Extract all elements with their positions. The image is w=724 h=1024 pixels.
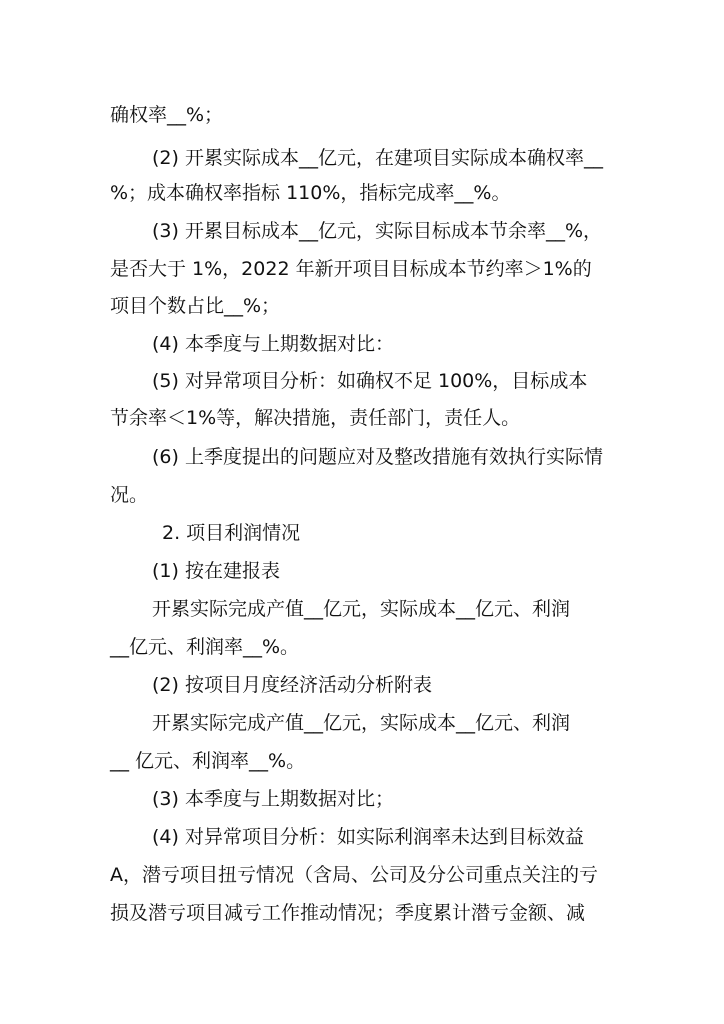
text-line: 损及潜亏项目减亏工作推动情况；季度累计潜亏金额、减 [110, 902, 586, 924]
text-line: (1) 按在建报表 [152, 560, 280, 582]
text-line: 节余率＜1%等，解决措施，责任部门，责任人。 [110, 407, 521, 429]
text-line: 是否大于 1%，2022 年新开项目目标成本节约率＞1%的 [110, 258, 592, 280]
text-line: (3) 开累目标成本__亿元，实际目标成本节余率__%， [152, 220, 603, 242]
text-line: __ 亿元、利润率__%。 [110, 750, 306, 772]
text-line: 开累实际完成产值__亿元，实际成本__亿元、利润 [152, 598, 571, 620]
text-line: A，潜亏项目扭亏情况（含局、公司及分公司重点关注的亏 [110, 864, 598, 886]
text-line: 确权率__%； [110, 104, 224, 126]
text-line: (5) 对异常项目分析：如确权不足 100%，目标成本 [152, 370, 588, 392]
text-line: 项目个数占比__%； [110, 295, 281, 317]
text-line: 开累实际完成产值__亿元，实际成本__亿元、利润 [152, 712, 571, 734]
text-line: (4) 对异常项目分析：如实际利润率未达到目标效益 [152, 826, 584, 848]
text-line: %；成本确权率指标 110%，指标完成率__%。 [110, 182, 511, 204]
text-line: __亿元、利润率__%。 [110, 636, 300, 658]
text-line: (4) 本季度与上期数据对比： [152, 333, 394, 355]
section-heading: 2. 项目利润情况 [162, 522, 301, 544]
text-line: (3) 本季度与上期数据对比； [152, 788, 394, 810]
text-line: (2) 开累实际成本__亿元，在建项目实际成本确权率__ [152, 147, 603, 169]
text-line: 况。 [110, 484, 149, 506]
text-line: (2) 按项目月度经济活动分析附表 [152, 674, 432, 696]
text-line: (6) 上季度提出的问题应对及整改措施有效执行实际情 [152, 446, 603, 468]
